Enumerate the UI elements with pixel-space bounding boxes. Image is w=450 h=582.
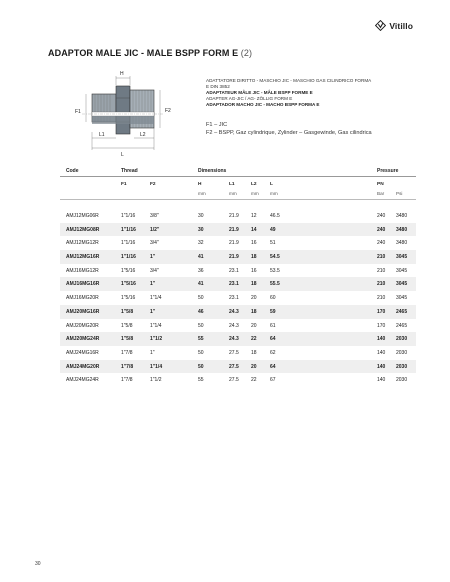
subheader-l: L	[270, 182, 273, 187]
cell-pn: 140	[377, 349, 386, 356]
cell-psi: 3480	[396, 226, 408, 233]
cell-f2: 1"1/4	[150, 363, 163, 370]
cell-h: 41	[198, 254, 204, 261]
cell-l: 62	[270, 349, 276, 356]
dim-l1-label: L1	[99, 132, 105, 138]
cell-f2: 1"1/2	[150, 336, 163, 343]
cell-psi: 2465	[396, 322, 408, 329]
cell-l: 60	[270, 295, 276, 302]
product-description	[206, 78, 416, 108]
cell-psi: 2030	[396, 349, 408, 356]
spec-table	[60, 166, 416, 387]
cell-l1: 21.9	[229, 240, 239, 247]
cell-h: 32	[198, 240, 204, 247]
desc-line: ADAPTADOR MACHO JIC - MACHO BSPP FORMA E	[206, 101, 320, 107]
table-row	[60, 346, 416, 360]
cell-l2: 22	[251, 336, 257, 343]
cell-psi: 2030	[396, 336, 408, 343]
cell-pn: 170	[377, 308, 386, 315]
vitillo-logo-icon	[375, 20, 386, 31]
cell-f2: 1"	[150, 349, 155, 356]
desc-line: ADATTATORE DIRITTO - MASCHIO JIC - MASCHIO GAS CILINDRICO FORMA	[206, 78, 372, 83]
unit-l2: mm	[251, 191, 259, 196]
cell-h: 36	[198, 267, 204, 274]
cell-l: 59	[270, 308, 276, 315]
cell-psi: 3045	[396, 295, 408, 302]
cell-f1: 1"1/16	[121, 254, 136, 261]
cell-psi: 2030	[396, 377, 408, 384]
cell-code: AMJ20MG16R	[66, 308, 100, 315]
page-title	[48, 48, 252, 58]
desc-line: E DIN 3852	[206, 83, 230, 89]
table-subheader-row	[60, 177, 416, 189]
cell-l2: 16	[251, 240, 257, 247]
table-row	[60, 305, 416, 319]
cell-f2: 1"	[150, 254, 156, 261]
legend-f2: F2 – BSPP, Gaz cylindrique, Zylinder – Gasgewinde, Gas cilindrica	[206, 130, 372, 137]
cell-l: 49	[270, 226, 276, 233]
cell-psi: 3045	[396, 254, 408, 261]
cell-l1: 23.1	[229, 267, 239, 274]
cell-l1: 24.3	[229, 336, 239, 343]
cell-code: AMJ16MG16R	[66, 281, 100, 288]
cell-l1: 21.9	[229, 226, 239, 233]
cell-pn: 210	[377, 267, 386, 274]
dim-l2-label: L2	[140, 132, 146, 138]
cell-code: AMJ16MG20R	[66, 295, 99, 302]
cell-code: AMJ24MG16R	[66, 349, 99, 356]
table-row	[60, 360, 416, 374]
unit-l: mm	[270, 191, 278, 196]
cell-h: 30	[198, 226, 204, 233]
cell-h: 50	[198, 363, 204, 370]
cell-pn: 140	[377, 336, 386, 343]
cell-l2: 20	[251, 363, 257, 370]
table-units-row	[60, 189, 416, 200]
hex-body	[116, 86, 130, 134]
cell-f2: 1"1/2	[150, 377, 162, 384]
cell-code: AMJ12MG06R	[66, 213, 99, 219]
cell-psi: 2030	[396, 363, 408, 370]
cell-l2: 20	[251, 322, 257, 329]
cell-f1: 1"5/8	[121, 322, 133, 329]
cell-l: 67	[270, 377, 276, 384]
cell-psi: 2465	[396, 308, 408, 315]
subheader-pn: PN	[377, 182, 384, 187]
unit-l1: mm	[229, 191, 237, 196]
cell-code: AMJ24MG24R	[66, 377, 99, 384]
dim-f1-label: F1	[75, 109, 81, 115]
cell-f2: 3/4"	[150, 267, 159, 274]
cell-pn: 240	[377, 213, 386, 219]
cell-h: 30	[198, 213, 204, 219]
cell-l: 61	[270, 322, 276, 329]
header-thread: Thread	[121, 168, 138, 174]
cell-code: AMJ20MG20R	[66, 322, 99, 329]
cell-l: 54.5	[270, 254, 280, 261]
cell-f1: 1"5/8	[121, 336, 134, 343]
cell-f1: 1"1/16	[121, 226, 136, 233]
cell-pn: 210	[377, 254, 386, 261]
cell-l1: 23.1	[229, 295, 239, 302]
cell-h: 55	[198, 377, 204, 384]
cell-pn: 170	[377, 322, 386, 329]
cell-h: 41	[198, 281, 204, 288]
cell-l2: 18	[251, 308, 257, 315]
thread-legend	[206, 121, 372, 138]
subheader-f1: F1	[121, 182, 127, 187]
dim-l-label: L	[121, 152, 124, 158]
cell-l: 51	[270, 240, 276, 247]
cell-l1: 27.5	[229, 349, 239, 356]
cell-h: 50	[198, 295, 204, 302]
desc-line: ADAPTER AG-JIC / AG- ZÖLLIG FORM E	[206, 95, 293, 101]
cell-psi: 3480	[396, 240, 408, 247]
header-code: Code	[66, 168, 79, 174]
cell-l2: 18	[251, 349, 257, 356]
dim-h-label: H	[120, 71, 124, 77]
cell-h: 50	[198, 322, 204, 329]
cell-l1: 24.3	[229, 308, 239, 315]
cell-f1: 1"5/16	[121, 295, 136, 302]
subheader-f2: F2	[150, 182, 156, 187]
cell-l: 64	[270, 363, 276, 370]
cell-f1: 1"7/8	[121, 349, 133, 356]
cell-h: 46	[198, 308, 204, 315]
cell-l: 46.5	[270, 213, 280, 219]
cell-code: AMJ12MG12R	[66, 240, 99, 247]
table-row	[60, 209, 416, 223]
cell-l1: 27.5	[229, 377, 239, 384]
cell-f2: 3/4"	[150, 240, 159, 247]
table-row	[60, 319, 416, 333]
cell-l2: 12	[251, 213, 257, 219]
cell-l: 55.5	[270, 281, 280, 288]
cell-l2: 22	[251, 377, 257, 384]
table-row	[60, 332, 416, 346]
adaptor-technical-drawing	[62, 66, 192, 164]
cell-f1: 1"5/16	[121, 267, 136, 274]
unit-h: mm	[198, 191, 206, 196]
cell-l2: 18	[251, 254, 257, 261]
table-row	[60, 291, 416, 305]
cell-pn: 240	[377, 240, 386, 247]
cell-l1: 21.9	[229, 254, 239, 261]
table-row	[60, 236, 416, 250]
brand-logo	[375, 20, 413, 31]
unit-pn: Bar	[377, 191, 385, 196]
cell-l1: 24.3	[229, 322, 239, 329]
cell-pn: 240	[377, 226, 386, 233]
cell-f1: 1"1/16	[121, 240, 136, 247]
cell-h: 55	[198, 336, 204, 343]
cell-f2: 3/8"	[150, 213, 159, 219]
cell-pn: 140	[377, 363, 386, 370]
cell-l: 64	[270, 336, 276, 343]
cell-l1: 21.9	[229, 213, 239, 219]
cell-f1: 1"5/8	[121, 308, 134, 315]
cell-pn: 210	[377, 281, 386, 288]
table-row	[60, 223, 416, 237]
cell-l2: 18	[251, 281, 257, 288]
header-dimensions: Dimensions	[198, 168, 227, 174]
legend-f1: F1 – JIC	[206, 122, 228, 128]
cell-f1: 1"7/8	[121, 377, 133, 384]
cell-psi: 3045	[396, 267, 408, 274]
cell-l1: 23.1	[229, 281, 239, 288]
subheader-h: H	[198, 182, 202, 187]
table-header-row	[60, 166, 416, 177]
dim-f2-label: F2	[165, 108, 171, 114]
cell-f2: 1"1/4	[150, 295, 162, 302]
cell-f2: 1"	[150, 281, 156, 288]
cell-code: AMJ16MG12R	[66, 267, 99, 274]
subheader-l2: L2	[251, 182, 257, 187]
cell-l2: 20	[251, 295, 257, 302]
cell-psi: 3480	[396, 213, 408, 219]
cell-f2: 1/2"	[150, 226, 160, 233]
table-row	[60, 264, 416, 278]
cell-f1: 1"7/8	[121, 363, 134, 370]
title-main: ADAPTOR MALE JIC - MALE BSPP FORM E	[48, 48, 239, 58]
subheader-l1: L1	[229, 182, 235, 187]
cell-pn: 140	[377, 377, 386, 384]
cell-f2: 1"1/4	[150, 322, 162, 329]
table-row	[60, 277, 416, 291]
header-pressure: Pressure	[377, 168, 399, 174]
cell-f2: 1"	[150, 308, 156, 315]
cell-l1: 27.5	[229, 363, 239, 370]
desc-line: ADAPTATEUR MÂLE JIC - MÂLE BSPP FORME E	[206, 89, 313, 95]
cell-pn: 210	[377, 295, 386, 302]
cell-code: AMJ12MG08R	[66, 226, 100, 233]
cell-l2: 14	[251, 226, 257, 233]
cell-f1: 1"1/16	[121, 213, 136, 219]
cell-h: 50	[198, 349, 204, 356]
table-row	[60, 250, 416, 264]
cell-l2: 16	[251, 267, 257, 274]
unit-psi: Psi	[396, 191, 403, 196]
page-number: 30	[35, 561, 41, 567]
cell-l: 53.5	[270, 267, 280, 274]
cell-code: AMJ20MG24R	[66, 336, 100, 343]
brand-name: Vitillo	[389, 20, 413, 31]
cell-f1: 1"5/16	[121, 281, 136, 288]
cell-code: AMJ12MG16R	[66, 254, 100, 261]
cell-code: AMJ24MG20R	[66, 363, 100, 370]
title-sub: (2)	[240, 48, 253, 58]
table-row	[60, 373, 416, 387]
table-body	[60, 209, 416, 387]
cell-psi: 3045	[396, 281, 408, 288]
